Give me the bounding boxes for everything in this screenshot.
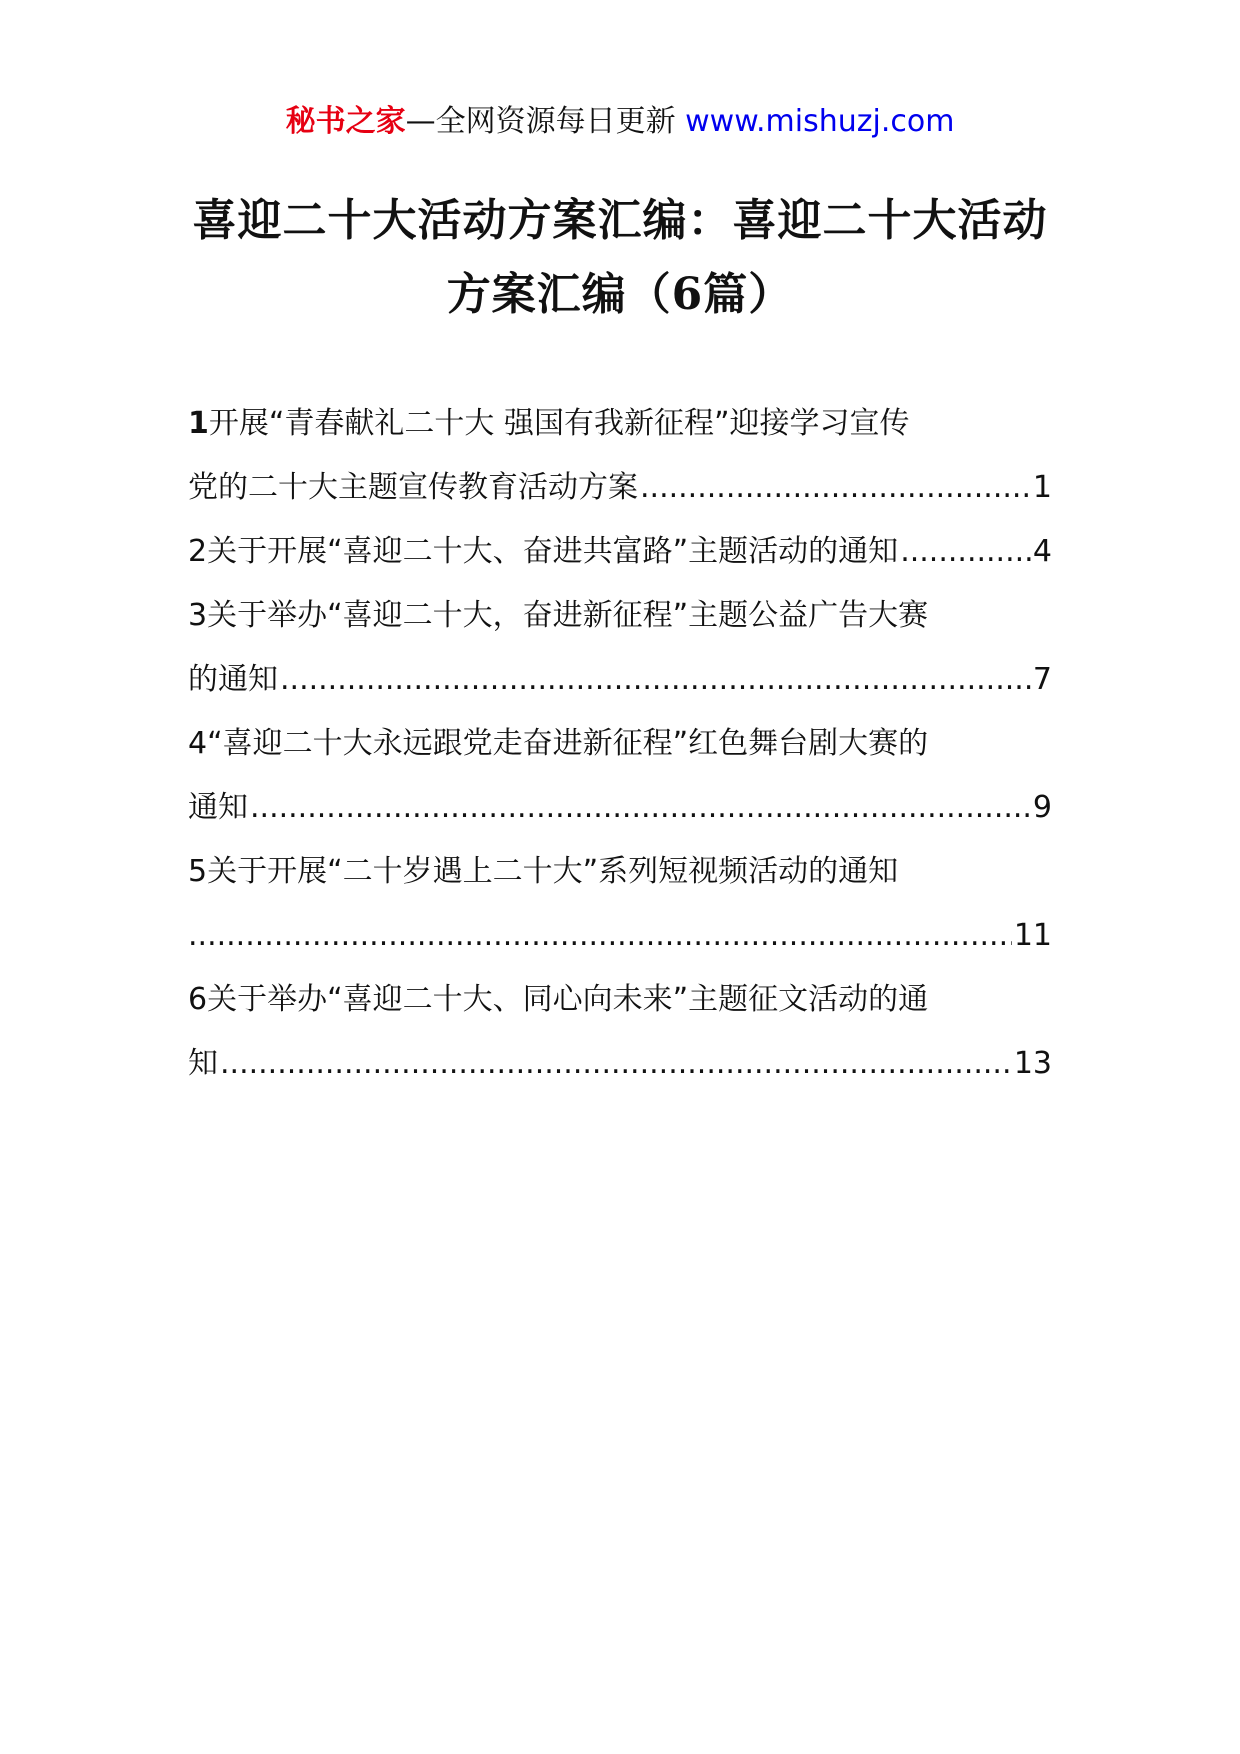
toc-entry-title-continued: 通知 (188, 790, 248, 825)
toc-entry-title: 开展“青春献礼二十大 强国有我新征程”迎接学习宣传 (208, 406, 910, 441)
dot-leader (900, 520, 1031, 584)
toc-entry-line (188, 456, 1052, 520)
header-tagline: —全网资源每日更新 (405, 104, 686, 139)
toc-entry-title-continued: 党的二十大主题宣传教育活动方案 (188, 470, 638, 505)
toc-entry-3[interactable] (188, 584, 1052, 712)
site-url-link[interactable]: www.mishuzj.com (685, 104, 955, 139)
toc-entry-title: 关于举办“喜迎二十大，奋进新征程”主题公益广告大赛 (207, 598, 929, 633)
toc-entry-line (188, 968, 1052, 1032)
toc-entry-2[interactable] (188, 520, 1052, 584)
toc-page-number: 1 (1032, 470, 1052, 505)
toc-entry-title: 关于举办“喜迎二十大、同心向未来”主题征文活动的通 (207, 982, 929, 1017)
dot-leader (640, 456, 1031, 520)
dot-leader (250, 776, 1031, 840)
toc-page-number: 9 (1032, 790, 1052, 825)
toc-entry-4[interactable] (188, 712, 1052, 840)
toc-entry-title-continued: 的通知 (188, 662, 278, 697)
toc-entry-number: 5 (188, 854, 208, 889)
site-header (0, 100, 1240, 144)
toc-entry-line (188, 712, 1052, 776)
toc-entry-number: 2 (188, 534, 208, 569)
toc-entry-1[interactable] (188, 392, 1052, 520)
toc-entry-title-continued: 知 (188, 1046, 218, 1081)
toc-entry-number: 3 (188, 598, 208, 633)
toc-entry-line (188, 584, 1052, 648)
dot-leader (280, 648, 1031, 712)
toc-page-number: 13 (1013, 1046, 1052, 1081)
brand-name: 秘书之家 (285, 104, 406, 139)
dot-leader (188, 904, 1012, 968)
toc-entry-line (188, 840, 1052, 904)
toc-entry-line (188, 648, 1052, 712)
toc-page-number: 4 (1032, 534, 1052, 569)
toc-entry-number: 6 (188, 982, 208, 1017)
toc-entry-line (188, 520, 1052, 584)
toc-entry-line (188, 776, 1052, 840)
toc-entry-number: 4 (188, 726, 208, 761)
toc-page-number: 7 (1032, 662, 1052, 697)
toc-entry-title: “喜迎二十大永远跟党走奋进新征程”红色舞台剧大赛的 (207, 726, 929, 761)
toc-entry-number: 1 (188, 406, 209, 441)
table-of-contents (188, 392, 1052, 1096)
toc-entry-line (188, 1032, 1052, 1096)
document-title: 喜迎二十大活动方案汇编：喜迎二十大活动方案汇编（6篇） (192, 195, 1048, 320)
toc-entry-title: 关于开展“二十岁遇上二十大”系列短视频活动的通知 (207, 854, 899, 889)
toc-entry-6[interactable] (188, 968, 1052, 1096)
toc-entry-line (188, 904, 1052, 968)
toc-entry-line (188, 392, 1052, 456)
dot-leader (220, 1032, 1012, 1096)
toc-page-number: 11 (1013, 918, 1052, 953)
toc-entry-5[interactable] (188, 840, 1052, 968)
toc-entry-title: 关于开展“喜迎二十大、奋进共富路”主题活动的通知 (207, 534, 899, 569)
